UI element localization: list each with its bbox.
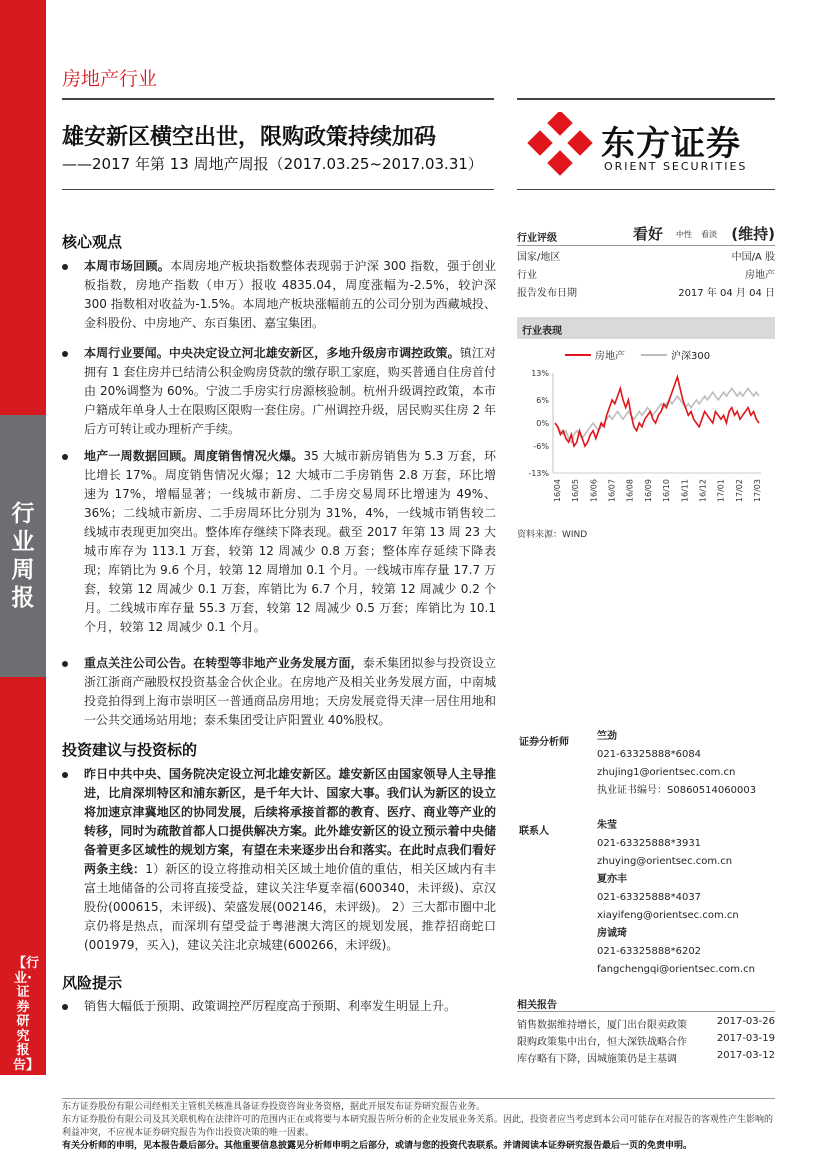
x-tick-label: 16/07 bbox=[607, 479, 617, 503]
y-tick-label: 6% bbox=[536, 395, 549, 405]
core-item-bold: 本周市场回顾。 bbox=[84, 259, 171, 273]
y-tick-label: 0% bbox=[536, 419, 549, 428]
bullet-icon bbox=[62, 351, 68, 357]
company-logo bbox=[527, 112, 777, 182]
invest-bold: 昨日中共中央、国务院决定设立河北雄安新区。雄安新区由国家领导人主导推进，比肩深圳特区和浦东新区，是千年大计、国家大事。我们认为新区的设立将加速京津冀地区的协同发展，后续将承接首都的教育、医疗、商业等产业的转移，同时为疏散首都人口提供解决方案。此外雄安新区的设立预示着中央储备着更多区域性的规划方案，有望在未来逐步出台和落实。在此时点我们看好两条主线： bbox=[84, 767, 496, 876]
contacts-block bbox=[597, 817, 755, 979]
y-tick-label: 13% bbox=[531, 369, 549, 378]
report-subtitle: ——2017 年第 13 周地产周报（2017.03.25~2017.03.31） bbox=[62, 155, 483, 173]
rating-detail-row bbox=[517, 248, 775, 266]
report-title: 雄安新区横空出世，限购政策持续加码 bbox=[62, 125, 437, 150]
detail-label: 国家/地区 bbox=[517, 252, 561, 263]
related-divider bbox=[517, 1011, 775, 1012]
core-heading: 核心观点 bbox=[62, 233, 123, 251]
footer bbox=[62, 1101, 778, 1153]
related-report[interactable] bbox=[517, 1050, 775, 1066]
risk-text: 销售大幅低于预期、政策调控严厉程度高于预期、利率发生明显上升。 bbox=[84, 999, 457, 1013]
core-item-bold: 地产一周数据回顾。周度销售情况火爆。 bbox=[84, 449, 304, 463]
detail-label: 报告发布日期 bbox=[517, 288, 577, 299]
contact-phone: 021-63325888*6202 bbox=[597, 946, 702, 957]
core-item-announcements bbox=[84, 654, 496, 730]
x-tick-label: 17/01 bbox=[716, 479, 726, 503]
x-tick-label: 17/03 bbox=[753, 479, 762, 503]
header-rule-bottom bbox=[62, 189, 494, 190]
core-item-text: 35 大城市新房销售为 5.3 万套，环比增长 17%。周度销售情况火爆；12 大城市二手房销售 2.8 万套，环比增速为 17%，增幅显著；一线城市新房、二手房交易周环比增速为 49%、36%；二线城市新房、二手房周环比分别为 31%，4%，一线城市销售较二线城市表现更加突出。整体库存继续下降表现。截至 2017 年第 13 周 23 大城市库存为 113.1 万套，较第 12 周减少 0.8 万套；整体库存延续下降表现；库销比为 9.6 个月，较第 12 周增加 0.1 个月。一线城市库存量 17.7 万套，较第 12 周减少 0.1 万套，库销比为 6.7 个月，较第 12 周减少 0.2 个月。二线城市库存量 55.3 万套，较第 12 周减少 0.5 万套；库销比为 10.1 个月，较第 12 周减少 0.1 个月。 bbox=[84, 449, 496, 634]
rating-label: 行业评级 bbox=[517, 233, 557, 244]
rating-details bbox=[517, 248, 775, 308]
core-item-data bbox=[84, 447, 496, 637]
bullet-icon bbox=[62, 454, 68, 460]
risk-heading: 风险提示 bbox=[62, 974, 123, 992]
core-item-text: 泰禾集团拟参与投资设立浙江浙商产融股权投资基金合伙企业。在房地产及相关业务发展方面，中南城投竞拍得到上海市崇明区一普通商品房用地；天房发展竞得天津一居住用地和一公共交通场站用地；泰禾集团受让庐阳置业 40%股权。 bbox=[84, 656, 496, 727]
core-item-bold: 本周行业要闻。中央决定设立河北雄安新区，多地升级房市调控政策。 bbox=[84, 346, 460, 360]
analyst-name: 竺劲 bbox=[597, 731, 617, 742]
footer-line-1: 东方证券股份有限公司经相关主管机关核准具备证券投资咨询业务资格，据此开展发布证券研究报告业务。 bbox=[62, 1102, 486, 1112]
footer-line-2: 东方证券股份有限公司及其关联机构在法律许可的范围内正在或将要与本研究报告所分析的企业发展业务关系。因此，投资者应当考虑到本公司可能存在对报告的客观性产生影响的利益冲突，不应视本证券研究报告为作出投资决策的唯一因素。 bbox=[62, 1115, 774, 1138]
related-report-title: 库存略有下降，因城施策仍是主基调 bbox=[517, 1054, 677, 1065]
rating-bear: 看淡 bbox=[701, 230, 717, 239]
x-tick-label: 16/09 bbox=[643, 479, 653, 503]
performance-heading: 行业表现 bbox=[517, 317, 775, 339]
contact-name: 朱莹 bbox=[597, 820, 617, 831]
sidebar-bottom-label: 【行业·证券研究报告】 bbox=[13, 956, 40, 1073]
bullet-icon bbox=[62, 1004, 68, 1010]
contact-email[interactable]: zhuying@orientsec.com.cn bbox=[597, 856, 733, 867]
performance-chart bbox=[517, 345, 775, 523]
core-item-text: 本周房地产板块指数整体表现弱于沪深 300 指数，强于创业板指数，房地产指数（申万）报收 4835.04，周度涨幅为-2.5%，较沪深 300 指数相对收益为-1.5%。本周地产板块涨幅前五的公司分别为西藏城投、金科股份、中房地产、东百集团、嘉宝集团。 bbox=[84, 259, 496, 330]
rating-row bbox=[517, 222, 775, 246]
detail-value: 2017 年 04 月 04 日 bbox=[678, 288, 775, 299]
contact-phone: 021-63325888*4037 bbox=[597, 892, 702, 903]
contact-email[interactable]: xiayifeng@orientsec.com.cn bbox=[597, 910, 739, 921]
header-rule-bottom-right bbox=[517, 189, 775, 190]
core-item-market bbox=[84, 257, 496, 333]
legend-label: 房地产 bbox=[595, 351, 625, 362]
rating-detail-row bbox=[517, 284, 775, 302]
bullet-icon bbox=[62, 264, 68, 270]
logo-text-cn: 东方证券 bbox=[601, 124, 741, 164]
rating-neutral: 中性 bbox=[676, 230, 692, 239]
analyst-block bbox=[597, 728, 756, 800]
bullet-icon bbox=[62, 661, 68, 667]
core-item-news bbox=[84, 344, 496, 439]
related-report-title: 限购政策集中出台，恒大深铁战略合作 bbox=[517, 1037, 687, 1048]
invest-text bbox=[84, 765, 496, 955]
related-report[interactable] bbox=[517, 1016, 775, 1032]
rating-divider bbox=[517, 245, 775, 246]
y-tick-label: -6% bbox=[533, 442, 549, 452]
x-tick-label: 16/05 bbox=[571, 479, 581, 503]
related-report-date: 2017-03-12 bbox=[716, 1050, 775, 1061]
footer-line-3: 有关分析师的申明，见本报告最后部分。其他重要信息披露见分析师申明之后部分，或请与您的投资代表联系。并请阅读本证券研究报告最后一页的免责申明。 bbox=[62, 1141, 693, 1151]
contact-name: 房诚琦 bbox=[597, 928, 627, 939]
logo-text-en: ORIENT SECURITIES bbox=[604, 160, 748, 173]
contact-email[interactable]: fangchengqi@orientsec.com.cn bbox=[597, 964, 755, 975]
related-report-date: 2017-03-26 bbox=[716, 1016, 775, 1027]
related-report-date: 2017-03-19 bbox=[716, 1033, 775, 1044]
x-tick-label: 16/06 bbox=[589, 479, 599, 503]
contacts-label: 联系人 bbox=[519, 826, 549, 837]
industry-label: 房地产行业 bbox=[62, 68, 158, 90]
rating-main: 看好 bbox=[633, 225, 664, 243]
x-tick-label: 16/11 bbox=[680, 479, 690, 503]
analyst-cert: 执业证书编号：S0860514060003 bbox=[597, 785, 757, 796]
contact-name: 夏亦丰 bbox=[597, 874, 627, 885]
contact-phone: 021-63325888*3931 bbox=[597, 838, 702, 849]
sidebar-report-type: 行业周报 bbox=[11, 501, 35, 611]
footer-divider bbox=[62, 1098, 775, 1099]
analyst-phone: 021-63325888*6084 bbox=[597, 749, 702, 760]
bullet-icon bbox=[62, 772, 68, 778]
x-tick-label: 16/12 bbox=[698, 479, 708, 503]
x-tick-label: 16/04 bbox=[553, 479, 562, 503]
detail-value: 房地产 bbox=[745, 270, 775, 281]
x-tick-label: 17/02 bbox=[734, 479, 744, 503]
detail-value: 中国/A 股 bbox=[731, 252, 775, 263]
logo-mark-icon bbox=[527, 112, 595, 178]
series-line bbox=[555, 377, 759, 446]
analyst-label: 证券分析师 bbox=[519, 737, 569, 748]
y-tick-label: -13% bbox=[528, 469, 549, 478]
related-report-title: 销售数据维持增长，厦门出台限卖政策 bbox=[517, 1020, 687, 1031]
x-tick-label: 16/08 bbox=[625, 479, 635, 503]
header-rule bbox=[62, 98, 494, 100]
core-item-text: 镇江对拥有 1 套住房并已结清公积金购房贷款的缴存职工家庭，购买普通自住房首付由 20%调整为 60%。宁波二手房实行房源核验制。杭州升级调控政策，本市户籍成年单身人士在限购区限购一套住房。广州调控升级，居民购买住房 2 年后方可转让或办理析产手续。 bbox=[84, 346, 496, 436]
core-item-bold: 重点关注公司公告。在转型等非地产业务发展方面， bbox=[84, 656, 363, 670]
legend-label: 沪深300 bbox=[671, 351, 711, 362]
x-tick-label: 16/10 bbox=[662, 479, 672, 503]
chart-source: 资料来源：WIND bbox=[517, 530, 588, 540]
invest-body: 1）新区的设立将推动相关区域土地价值的重估，相关区域内有丰富土地储备的公司将直接受益，建议关注华夏幸福(600340，未评级)、京汉股份(000615，未评级)、荣盛发展(002146，未评级)。 2）三大都市圈中北京仍将是热点，而深圳有望受益于粤港澳大湾区的规划发展，推荐招商蛇口(001979，买入)，建议关注北京城建(600266，未评级)。 bbox=[84, 862, 496, 952]
invest-heading: 投资建议与投资标的 bbox=[62, 741, 198, 759]
header-rule-right bbox=[517, 98, 775, 100]
related-heading: 相关报告 bbox=[517, 1000, 557, 1011]
detail-label: 行业 bbox=[517, 270, 537, 281]
rating-detail-row bbox=[517, 266, 775, 284]
rating-keep: (维持) bbox=[731, 225, 775, 243]
related-report[interactable] bbox=[517, 1033, 775, 1049]
analyst-email[interactable]: zhujing1@orientsec.com.cn bbox=[597, 767, 736, 778]
